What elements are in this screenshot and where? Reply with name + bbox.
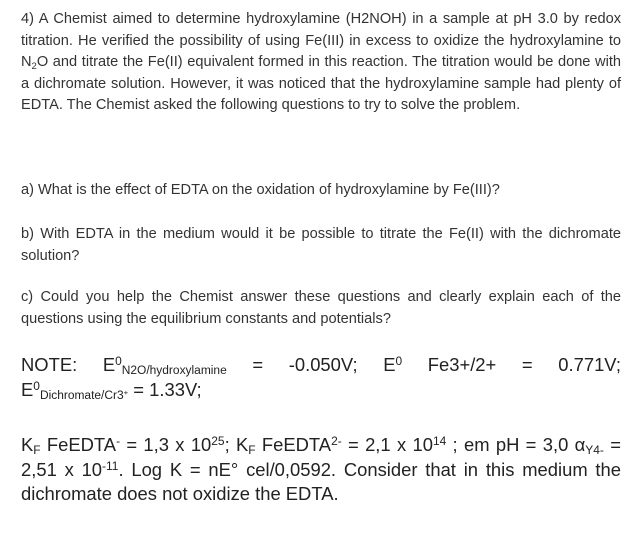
equals-sign-2: =	[521, 354, 533, 375]
problem-intro	[21, 9, 621, 117]
fe-couple: Fe3+/2+	[427, 354, 497, 375]
potential-n2o: $E^0_{N2O/hydroxylamine}$	[102, 354, 227, 378]
note-line-1	[21, 353, 621, 378]
question-b	[21, 224, 621, 267]
potential-fe: $E^0$	[383, 354, 403, 375]
potential-fe-value: 0.771V;	[558, 354, 621, 375]
question-b-text: b) With EDTA in the medium would it be possible to titrate the Fe(II) with the dichromate solution?	[21, 226, 621, 264]
question-c	[21, 287, 621, 330]
intro-text-b: O and titrate the Fe(II) equivalent formed in this reaction. The titration would be done with a dichromate solution. However, it was noticed that the hydroxylamine sample had plenty of EDTA. The Chemist asked the following questions to try to solve the problem.	[21, 54, 621, 113]
question-a	[21, 180, 621, 202]
question-a-text: a) What is the effect of EDTA on the oxidation of hydroxylamine by Fe(III)?	[21, 182, 500, 198]
note-block	[21, 353, 621, 402]
constants-text: $K_F$ FeEDTA- = 1,3 x $10^{25}$; $K_F$ FeEDTA$^{2-}$ = 2,1 x $10^{14}$ ; em pH = 3,0 $\alpha_{Y4-} = 2,51$ x $10^{-11}$. Log K = nE° cel/0,0592. Consider that in this medium the dichromate does not oxidize the EDTA.	[21, 434, 621, 504]
intro-text-a: 4) A Chemist aimed to determine hydroxylamine (H2NOH) in a sample at pH 3.0 by redox titration. He verified the possibility of using Fe(III) in excess to oxidize the hydroxylamine to N	[21, 11, 621, 70]
note-label: NOTE:	[21, 354, 78, 375]
potential-dichromate-value: = 1.33V;	[128, 378, 202, 400]
equals-sign-1: =	[252, 354, 264, 375]
alpha-symbol: α	[574, 434, 586, 455]
note-line-2	[21, 378, 621, 403]
potential-n2o-value: -0.050V;	[288, 354, 358, 375]
intro-subscript: 2	[31, 60, 37, 72]
question-c-text: c) Could you help the Chemist answer these questions and clearly explain each of the questions using the equilibrium constants and potentials?	[21, 289, 621, 327]
constants-block	[21, 433, 621, 507]
potential-dichromate: $E^0_{Dichromate/Cr3^+}$	[21, 378, 129, 402]
